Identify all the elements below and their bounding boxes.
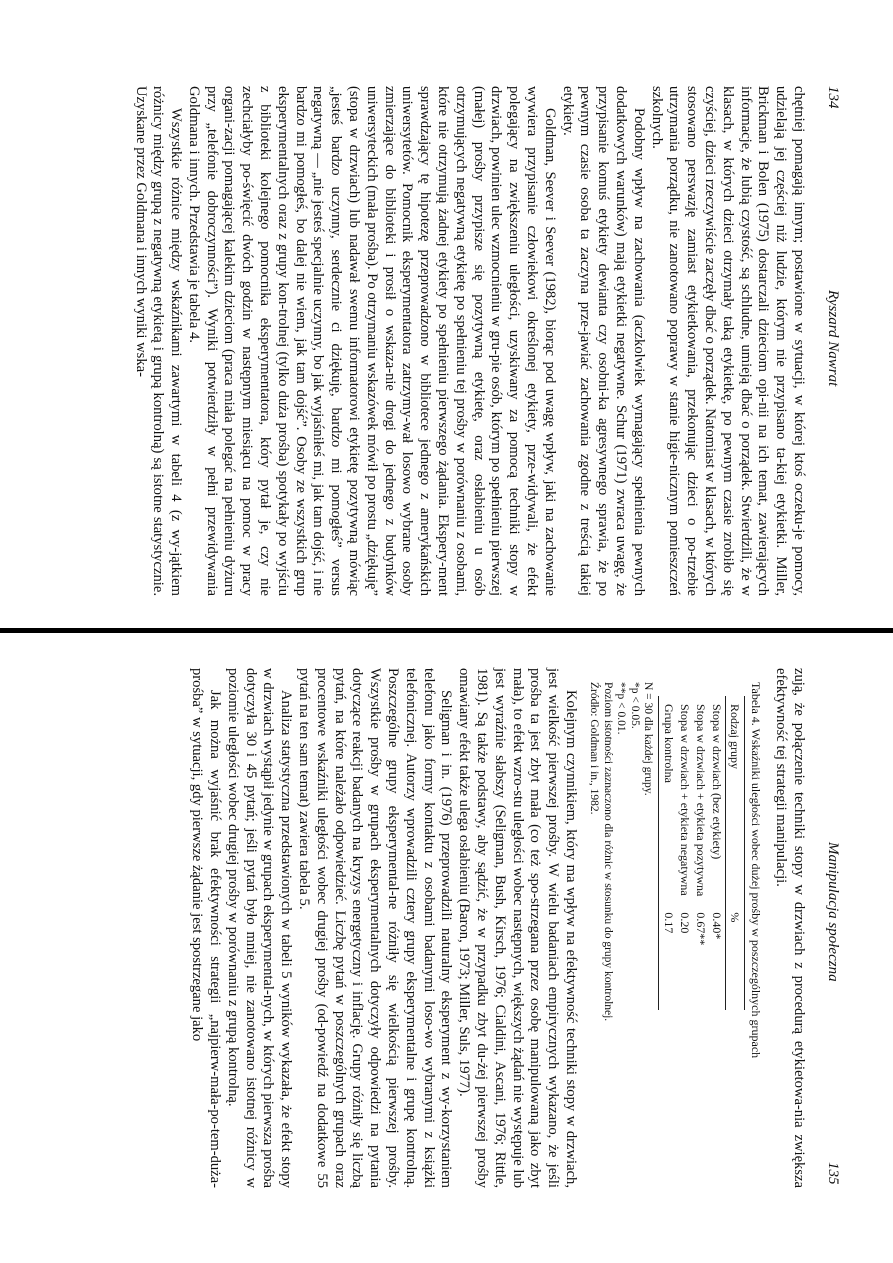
table-header-percent: %: [726, 904, 745, 1010]
table-cell-group: Grupa kontrolna: [659, 696, 678, 904]
left-body-text: [131, 86, 807, 596]
paragraph: Jak można wyjaśnić brak efektywności strategii „najpierw-mała-po-tem-duża-prośba” w sytuacji, gdy pierwsze żądanie jest spostrzegane jako: [189, 668, 223, 1188]
table-row: [709, 696, 726, 1010]
compliance-table: [658, 696, 745, 1010]
table-row: [677, 696, 693, 1010]
paragraph: Podobny wpływ na zachowania (aczkolwiek wymagający spełnienia pewnych dodatkowych warunków) mają etykietki negatywne. Schur (1971) zwraca uwagę, że przypisanie komuś etykiety dewianta czy osobni-ka agresywnego sprawia, że po pewnym czasie osoba ta zaczyna prze-jawiać zachowania zgodne z treścią takiej etykiety.: [559, 86, 647, 596]
table-header-group: Rodzaj grupy: [726, 696, 745, 904]
paragraph: Goldman, Seever i Seever (1982), biorąc pod uwagę wpływ, jaki na zachowanie wywiera przypisanie człowiekowi określonej etykiety, prze-widywali, że efekt polegający na zwiększeniu uległości, uzyskiwany za pomocą techniki stopy w drzwiach, powinien ulec wzmocnieniu w gru-pie osób, którym po spełnieniu pierwszej (małej) prośby przypisze się pozytywną etykietę, oraz osłabieniu u osób otrzymujących negatywną etykietę po spełnieniu tej prośby w porównaniu z osobami, które nie otrzymują żadnej etykiety po spełnieniu pierwszego żądania. Ekspery-ment sprawdzający tę hipotezę przeprowadzono w bibliotece jednego z amerykańskich uniwersytetów. Pomocnik eksperymentatora zatrzymy-wał losowo wybrane osoby zmierzające do biblioteki i prosił o wskaza-nie drogi do jednego z budynków uniwersyteckich (mała prośba). Po otrzymaniu wskazówek mówił po prostu „dziękuję” (stopa w drzwiach) lub nadawał swemu informatorowi etykietę pozytywną mówiąc „jesteś bardzo uczynny, serdecznie ci dziękuję, bardzo mi pomogłeś” versus negatywną — „nie jesteś specjalnie uczynny, bo jak wyjaśniłeś mi, jak tam dojść, i nie bardzo mi pomogłeś, bo dalej nie wiem, jak tam dojść”. Osoby ze wszystkich grup eksperymentalnych oraz z grupy kon-trolnej (tylko duża prośba) spotykały po wyjściu z biblioteki kolejnego pomocnika eksperymentatora, który pytał je, czy nie zechciałyby po-święcić dwóch godzin w następnym miesiącu na pomoc w pracy organi-zacji pomagającej kalekim dzieciom (praca miała polegać na pełnieniu dyżuru przy „telefonie dobroczynności”). Wyniki potwierdziły w pełni przewidywania Goldmana i innych. Przedstawia je tabela 4.: [185, 86, 558, 596]
right-body-text: [187, 668, 807, 1188]
table-cell-value: 0.20: [678, 912, 693, 934]
right-running-head: Manipulacja społeczna: [825, 842, 841, 982]
table-header-row: [726, 696, 745, 1010]
table-row: [693, 696, 709, 1010]
right-page-number: 135: [825, 1162, 841, 1185]
table-cell-group: Stopa w drzwiach + etykieta pozytywna: [694, 704, 709, 897]
table-note: **p < 0.01.: [615, 682, 628, 735]
paragraph: Kolejnym czynnikiem, który ma wpływ na efektywność techniki stopy w drzwiach, jest wielkość pierwszej prośby. W wielu badaniach empirycznych wykazano, że jeśli prośba ta jest zbyt mała (co też spo-strzegana przez osobę manipulowaną jako zbyt mała), to efekt wzro-stu uległości wobec następnych, większych żądań nie występuje lub jest wyraźnie słabszy (Seligman, Bush, Kirsch, 1976; Cialdini, Ascani, 1976; Rittle, 1981). Są także podstawy, aby sądzić, że w przypadku zbyt du-żej pierwszej prośby omawiany efekt także ulega osłabieniu (Baron, 1973; Miller, Suls, 1977).: [456, 668, 579, 1188]
table-cell-value: 0.40*: [710, 912, 725, 940]
table-cell-value: 0.17: [659, 904, 678, 1010]
left-running-head: Ryszard Nawrat: [825, 290, 841, 387]
paragraph: Seligman i in. (1976) przeprowadzili naturalny eksperyment z wy-korzystaniem telefonu jako formy kontaktu z osobami badanymi loso-wo wybranymi z książki telefonicznej. Autorzy wprowadzili cztery grupy eksperymentalne i grupę kontrolną. Poszczególne grupy eksperymental-ne różniły się wielkością pierwszej prośby. Wszystkie prośby w grupach eksperymentalnych dotyczyły odpowiedzi na pytania dotyczące reakcji badanych na kryzys energetyczny i inflację. Grupy różniły się liczbą pytań, na które należało odpowiedzieć. Liczbę pytań w poszczególnych grupach oraz procentowe wskaźniki uległości wobec drugiej prośby (od-powiedź na dodatkowe 55 pytań na ten sam temat) zawiera tabela 5.: [295, 668, 455, 1188]
table-notes: [587, 682, 655, 1188]
right-page: [0, 632, 893, 1263]
table-cell-group: Stopa w drzwiach (bez etykiety): [710, 704, 725, 860]
table-note: Poziom istotności zaznaczono dla różnic w stosunku do grupy kontrolnej.: [601, 682, 614, 1022]
table-note: N = 30 dla każdej grupy.: [642, 682, 655, 796]
paragraph: chętniej pomagają innym; postawione w sytuacji, w której ktoś oczeku-je pomocy, udzielają jej częściej niż ludzie, którym nie przypisano ta-kiej etykietki. Miller, Brickman i Bolen (1975) dostarczali dzieciom opi-nii na ich temat, zawierających informacje, że lubią czystość, są schludne, umieją dbać o porządek. Stwierdzili, że w klasach, w których dzieci otrzymały taką etykietkę, po pewnym czasie zrobiło się czyściej, dzieci rzeczywiście zaczęły dbać o porządek. Natomiast w klasach, w których stosowano perswazję zamiast etykietkowania, przekonując dzieci o po-trzebie utrzymania porządku, nie zanotowano poprawy w stanie higie-nicznym pomieszczeń szkolnych.: [648, 86, 807, 596]
paragraph: Analiza statystyczna przedstawionych w tabeli 5 wyników wykazała, że efekt stopy w drzwiach wystąpił jedynie w grupach eksperymental-nych, w których pierwsza prośba dotyczyła 30 i 45 pytań; jeśli pytań było mniej, nie zanotowano istotnej różnicy w poziomie uległości wobec drugiej prośby w porównaniu z grupą kontrolną.: [224, 668, 295, 1188]
table-caption: Tabela 4. Wskaźniki uległości wobec dużej prośby w poszczególnych grupach: [749, 682, 764, 1059]
table-source: Źródło: Goldman i in., 1982.: [588, 682, 601, 815]
left-page-number: 134: [825, 86, 841, 109]
table-cell-group: Stopa w drzwiach + etykieta negatywna: [678, 704, 693, 896]
paragraph: zują, że połączenie techniki stopy w drzwiach z procedurą etykietowa-nia zwiększa efektywność tej strategii manipulacji.: [773, 668, 807, 1188]
table-4: [587, 682, 764, 1188]
table-note: *p < 0.05.: [628, 682, 641, 729]
table-cell-value: 0.67**: [694, 912, 709, 946]
paragraph: Wszystkie różnice między wskaźnikami zawartymi w tabeli 4 (z wy-jątkiem różnicy między grupą z negatywną etykietą i grupą kontrolną) są istotne statystycznie. Uzyskane przez Goldmana i innych wyniki wska-: [132, 86, 185, 596]
table-row: [659, 696, 678, 1010]
